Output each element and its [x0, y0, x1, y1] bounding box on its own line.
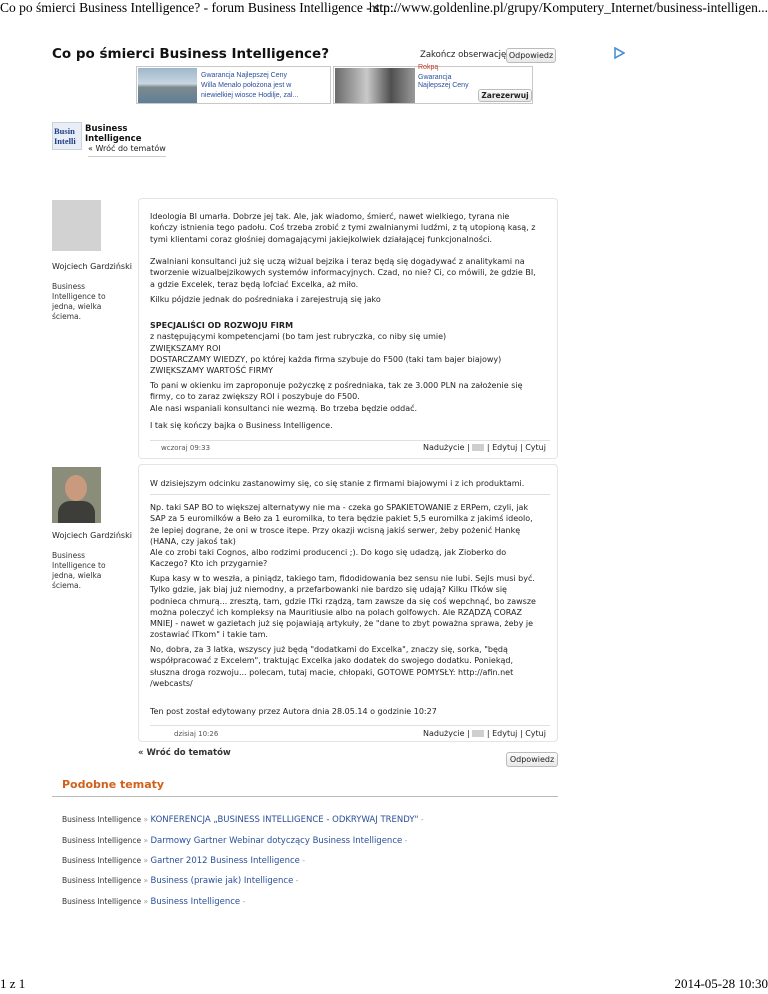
author-name[interactable]: Wojciech Gardziński: [52, 262, 132, 271]
post-1-paragraph: Kilku pójdzie jednak do pośredniaka i zarejestrują się jako: [150, 295, 381, 304]
similar-topic-group[interactable]: Business Intelligence: [62, 876, 142, 885]
post-1-paragraph: Ideologia BI umarła. Dobrze jej tak. Ale, jak wiadomo, śmierć, nawet wielkiego, tyrana nie kończy istnienia tego padołu. Coś trzeba zrobić z tymi zwalnianymi ludźmi, z tą utopioną kasą, z tymi klientami coraz głośniej domagającymi jakiejkolwiek działającej funkcjonalności.: [150, 212, 536, 244]
similar-topic-link[interactable]: Business (prawie jak) Intelligence: [150, 876, 294, 886]
post-2-intro-divider: [150, 494, 550, 495]
like-icon[interactable]: [472, 444, 484, 451]
post-2-paragraph: Np. taki SAP BO to większej alternatywy nie ma - czeka go SPAKIETOWANIE z ERPem, czyli, jak SAP za 5 euromilków a Beło za 1 euromilka, to tera będzie pakiet 5,5 euromilka z jakimś ideolo, że lepiej dograne, że oni w trosce itepe. Przy okazji wcisną jakiś serwer, żeby pożenić Hankę (HANA, czy jakoś tak) Ale co zrobi taki Cognos, albo rodzimi producenci ;). Do kogo się udadzą, jak Zioberko do Kaczego? Kto ich przygarnie?: [150, 503, 533, 569]
like-icon[interactable]: [472, 730, 484, 737]
similar-topic-link[interactable]: Darmowy Gartner Webinar dotyczący Business Intelligence: [150, 836, 403, 846]
group-logo[interactable]: Busin Intelli: [52, 122, 82, 150]
quote-link[interactable]: Cytuj: [525, 443, 546, 452]
similar-topics-divider: [52, 796, 558, 797]
ad-banner-2[interactable]: Rokpą Gwarancja Najlepszej Ceny Zarezerwuj: [333, 66, 533, 104]
similar-topic-row: Business Intelligence » Business (prawie jak) Intelligence -: [62, 876, 299, 886]
similar-topic-row: Business Intelligence » KONFERENCJA „BUSINESS INTELLIGENCE - ODKRYWAJ TRENDY" -: [62, 815, 424, 825]
author-name[interactable]: Wojciech Gardziński: [52, 531, 132, 540]
post-1-paragraph: SPECJALIŚCI OD ROZWOJU FIRM z następującymi kompetencjami (bo tam jest rubryczka, co niby się umie) ZWIĘKSZAMY ROI DOSTARCZAMY WIEDZY, po której każda firma szybuje do F500 (taki tam bajer biajowy) ZWIĘKSZAMY WARTOŚĆ FIRMY: [150, 321, 502, 376]
reply-button-bottom[interactable]: Odpowiedz: [506, 752, 558, 767]
post-2-actions: Nadużycie | | Edytuj | Cytuj: [423, 729, 546, 738]
avatar[interactable]: [52, 200, 101, 251]
author-description: Business Intelligence to jedna, wielka ściema.: [52, 282, 106, 321]
post-1-paragraph: Zwalniani konsultanci już się uczą wiżual bejzika i teraz będą się dogadywać z analitykami na tworzenie wizualbejzikowych systemów informacyjnych. Czad, no nie? Ci, co mówili, że gdzie BI, a gdzie Excelek, teraz będą lofciać Excelka, aż miło.: [150, 257, 536, 289]
unwatch-link[interactable]: Zakończ obserwację: [420, 50, 507, 60]
similar-topic-link[interactable]: Business Intelligence: [150, 897, 241, 907]
similar-topic-link[interactable]: KONFERENCJA „BUSINESS INTELLIGENCE - ODKRYWAJ TRENDY": [150, 815, 419, 825]
post-2-divider: [150, 725, 550, 726]
group-name[interactable]: Business Intelligence: [85, 124, 142, 144]
similar-topic-row: Business Intelligence » Darmowy Gartner Webinar dotyczący Business Intelligence -: [62, 836, 408, 846]
reply-button-top[interactable]: Odpowiedz: [506, 48, 556, 63]
post-2-paragraph: Kupa kasy w to weszła, a piniądz, takiego tam, fidodidowania bez sensu nie lubi. Sejls musi być. Tylko gdzie, jak biaj już niemodny, a przefarbowanki nie bardzo się udają? Kilku ITków się podnieca chmurą... zresztą, tam, gdzie ITki rządzą, tam zawsze da się coś wepchnąć, bo zawsze można poleczyć ich kompleksy na Mauritiusie albo na polach golfowych. Ale RZĄDZĄ CORAZ MNIEJ - nawet w gazietach już się pojawiają artykuły, że "dane to zbyt poważna sprawa, żeby je zostawiać ITkom" i takie tam.: [150, 574, 536, 640]
report-link[interactable]: Nadużycie: [423, 443, 465, 452]
avatar[interactable]: [52, 467, 101, 523]
similar-topic-row: Business Intelligence » Gartner 2012 Business Intelligence -: [62, 856, 306, 866]
ad-banner-1[interactable]: Gwarancja Najlepszej Ceny Willa Menalo położona jest w niewielkiej wiosce Hodilje, zal...: [136, 66, 331, 104]
post-1-divider: [150, 440, 550, 441]
ad-book-button[interactable]: Zarezerwuj: [478, 89, 532, 102]
post-1-actions: Nadużycie | | Edytuj | Cytuj: [423, 443, 546, 452]
print-footer-date: 2014-05-28 10:30: [674, 976, 768, 991]
topic-title: Co po śmierci Business Intelligence?: [52, 46, 330, 62]
similar-topic-link[interactable]: Gartner 2012 Business Intelligence: [150, 856, 300, 866]
post-2-edit-note: Ten post został edytowany przez Autora dnia 28.05.14 o godzinie 10:27: [150, 707, 437, 716]
post-1-paragraph: To pani w okienku im zaproponuje pożyczkę z pośredniaka, tak ze 3.000 PLN na założenie się firmy, co to zaraz zwiększy ROI i poszybuje do F500. Ale nasi wspaniali konsultanci nie wezmą. Bo trzeba będzie oddać.: [150, 381, 523, 413]
similar-topic-group[interactable]: Business Intelligence: [62, 897, 142, 906]
similar-topic-group[interactable]: Business Intelligence: [62, 856, 142, 865]
post-1-paragraph: I tak się kończy bajka o Business Intelligence.: [150, 421, 333, 430]
adchoices-icon[interactable]: [613, 44, 625, 63]
post-1-time[interactable]: wczoraj 09:33: [161, 444, 211, 452]
similar-topic-group[interactable]: Business Intelligence: [62, 836, 142, 845]
post-2-time[interactable]: dzisiaj 10:26: [174, 730, 219, 738]
post-2-intro: W dzisiejszym odcinku zastanowimy się, co się stanie z firmami biajowymi i z ich produktami.: [150, 479, 525, 488]
similar-topics-heading: Podobne tematy: [62, 778, 165, 791]
ad-photo: [138, 68, 197, 103]
print-footer-page: 1 z 1: [0, 976, 26, 991]
quote-link[interactable]: Cytuj: [525, 729, 546, 738]
similar-topic-group[interactable]: Business Intelligence: [62, 815, 142, 824]
edit-link[interactable]: Edytuj: [492, 729, 518, 738]
back-to-topics-bottom[interactable]: « Wróć do tematów: [138, 748, 231, 758]
print-header-title: Co po śmierci Business Intelligence? - forum Business Intelligence - str...: [0, 0, 398, 15]
author-description: Business Intelligence to jedna, wielka ściema.: [52, 551, 106, 590]
similar-topic-row: Business Intelligence » Business Intelligence -: [62, 897, 246, 907]
post-2-paragraph: No, dobra, za 3 latka, wszyscy już będą "dodatkami do Excelka", znaczy się, sorka, "będą współpracować z Excelem", traktując Excelka jako dodatek do swojego dodatku. Poniekąd, słuszna droga rozwoju... polecam, tutaj macie, chłopaki, GOTOWE POMYSŁY: http://afin.net /webcasts/: [150, 645, 514, 688]
edit-link[interactable]: Edytuj: [492, 443, 518, 452]
back-to-topics-link[interactable]: « Wróć do tematów: [88, 143, 166, 157]
print-header-url: http://www.goldenline.pl/grupy/Komputery_Internet/business-intelligen...: [368, 0, 768, 15]
ad-photo: [335, 68, 415, 103]
report-link[interactable]: Nadużycie: [423, 729, 465, 738]
